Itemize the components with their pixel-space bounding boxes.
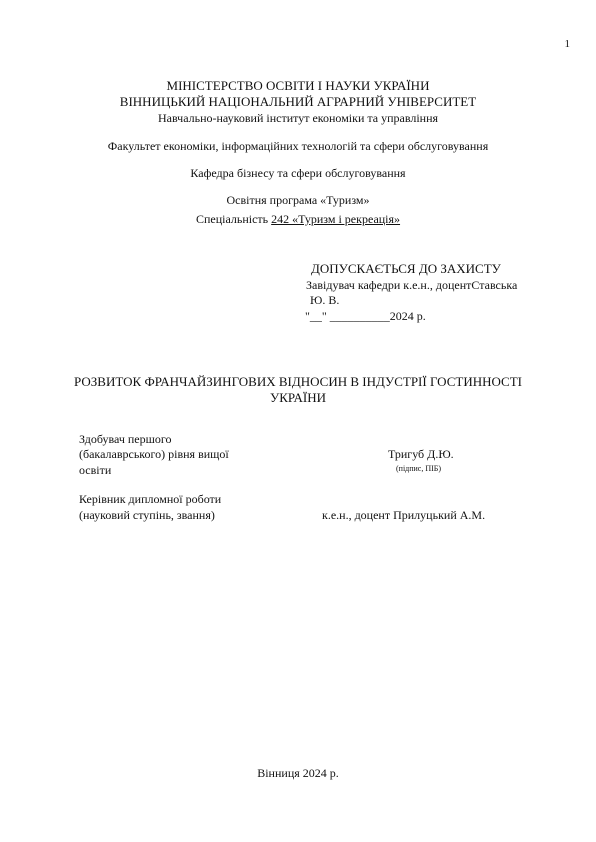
university-heading: ВІННИЦЬКИЙ НАЦІОНАЛЬНИЙ АГРАРНИЙ УНІВЕРСИТЕТ bbox=[119, 94, 477, 109]
approval-date-line: "__" __________2024 р. bbox=[305, 309, 426, 323]
specialty-prefix: Спеціальність bbox=[195, 212, 272, 226]
student-label-line1: Здобувач першого bbox=[79, 432, 172, 446]
supervisor-name: к.е.н., доцент Прилуцький А.М. bbox=[322, 508, 486, 522]
approval-title: ДОПУСКАЄТЬСЯ ДО ЗАХИСТУ bbox=[311, 261, 501, 276]
page-number: 1 bbox=[564, 38, 570, 50]
approval-head-line1: Завідувач кафедри к.е.н., доцентСтавська bbox=[306, 278, 518, 292]
city-year-footer: Вінниця 2024 р. bbox=[257, 766, 339, 780]
student-label-line2: (бакалаврського) рівня вищої bbox=[79, 447, 229, 461]
institute-name: Навчально-науковий інститут економіки та управління bbox=[157, 111, 439, 125]
department-name: Кафедра бізнесу та сфери обслуговування bbox=[190, 166, 406, 180]
thesis-title-line1: РОЗВИТОК ФРАНЧАЙЗИНГОВИХ ВІДНОСИН В ІНДУСТРІЇ ГОСТИННОСТІ bbox=[74, 374, 522, 389]
program-name: Освітня програма «Туризм» bbox=[226, 193, 370, 207]
specialty-line bbox=[0, 212, 596, 227]
student-name: Тригуб Д.Ю. bbox=[388, 447, 454, 461]
signature-caption: (підпис, ПІБ) bbox=[396, 464, 442, 473]
supervisor-label-line2: (науковий ступінь, звання) bbox=[79, 508, 215, 522]
approval-head-line2: Ю. В. bbox=[310, 293, 340, 307]
supervisor-label-line1: Керівник дипломної роботи bbox=[79, 492, 222, 506]
faculty-name: Факультет економіки, інформаційних технологій та сфери обслуговування bbox=[107, 139, 489, 153]
ministry-heading: МІНІСТЕРСТВО ОСВІТИ І НАУКИ УКРАЇНИ bbox=[166, 78, 430, 93]
thesis-title-line2: УКРАЇНИ bbox=[270, 390, 326, 405]
student-label-line3: освіти bbox=[79, 463, 112, 477]
specialty-value: 242 «Туризм і рекреація» bbox=[271, 212, 401, 226]
